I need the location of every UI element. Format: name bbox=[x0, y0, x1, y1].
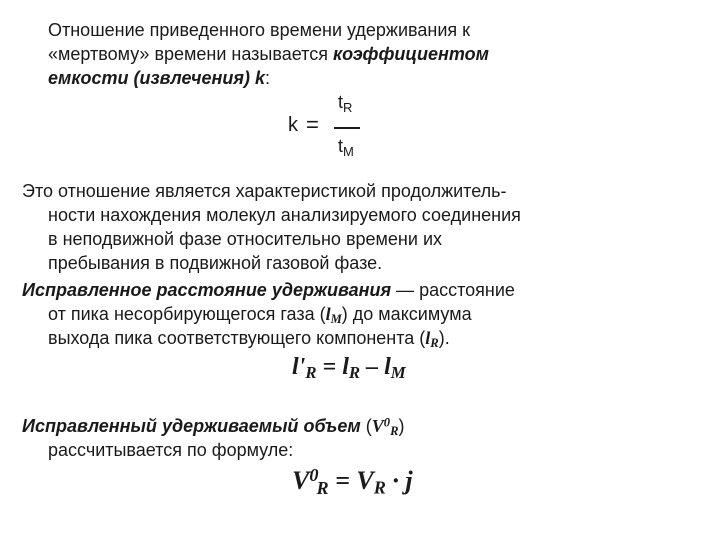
word: относительно bbox=[226, 229, 341, 249]
formula-k-numerator bbox=[338, 92, 352, 113]
symbol-v0r bbox=[365, 415, 405, 439]
word: времени bbox=[154, 44, 227, 64]
symbol-l: l bbox=[325, 304, 331, 324]
term-coefficient: коэффициентом bbox=[332, 44, 489, 64]
subscript-r: R bbox=[305, 363, 317, 383]
word: называется bbox=[231, 44, 328, 64]
paren: ) bbox=[398, 416, 405, 436]
symbol-j: j bbox=[405, 466, 413, 495]
equals: = bbox=[316, 354, 343, 380]
formula-capacity-factor bbox=[288, 92, 388, 172]
p3-line-2 bbox=[22, 302, 692, 326]
formula-k-lhs: k bbox=[288, 114, 298, 136]
symbol-t: t bbox=[338, 136, 344, 156]
formula-corrected-volume bbox=[292, 466, 413, 496]
p1-line-3 bbox=[48, 66, 690, 90]
symbol-v: V bbox=[371, 416, 384, 436]
definition-capacity-factor bbox=[48, 18, 690, 90]
text: от пика несорбирующегося газа ( bbox=[48, 304, 326, 324]
term-corrected: Исправленный bbox=[22, 416, 157, 436]
word: неподвижной bbox=[62, 229, 175, 249]
subscript-r: R bbox=[343, 100, 353, 115]
formula-corrected-distance bbox=[292, 354, 406, 381]
term-volume: объем bbox=[303, 416, 361, 436]
symbol-l: l bbox=[384, 354, 391, 380]
word: в bbox=[48, 229, 58, 249]
subscript-r: R bbox=[430, 336, 439, 351]
term-retained: удерживаемый bbox=[161, 416, 299, 436]
text: выхода пика соответствующего компонента ( bbox=[48, 328, 426, 348]
p1-line-2 bbox=[48, 42, 690, 66]
equals: = bbox=[328, 466, 357, 495]
term-corrected-distance: Исправленное расстояние удерживания bbox=[22, 280, 392, 300]
word: «мертвому» bbox=[48, 44, 150, 64]
p2-line-2: ности нахождения молекул анализируемого соединения bbox=[48, 205, 521, 225]
word: времени bbox=[345, 229, 418, 249]
formula-k-equals: = bbox=[306, 112, 319, 137]
p4-line-2: рассчитывается по формуле: bbox=[48, 440, 294, 460]
p3-line-3 bbox=[22, 326, 692, 350]
word: их bbox=[422, 229, 442, 249]
p3-line-1 bbox=[22, 278, 692, 302]
symbol-t: t bbox=[338, 92, 344, 112]
definition-corrected-volume bbox=[22, 414, 692, 462]
symbol-v: V bbox=[292, 466, 310, 495]
text: ) до максимума bbox=[341, 304, 472, 324]
punct: : bbox=[265, 68, 271, 88]
symbol-l-prime: l' bbox=[292, 354, 306, 380]
superscript-0: 0 bbox=[309, 464, 319, 485]
fraction-bar bbox=[334, 127, 360, 129]
subscript-r: R bbox=[316, 477, 329, 498]
subscript-m: M bbox=[390, 363, 406, 383]
symbol-l: l bbox=[425, 328, 431, 348]
paren: ( bbox=[365, 416, 372, 436]
p2-line-3 bbox=[22, 227, 692, 251]
p2-line-4: пребывания в подвижной газовой фазе. bbox=[48, 253, 383, 273]
text: ). bbox=[438, 328, 450, 348]
minus: – bbox=[360, 354, 385, 380]
subscript-r: R bbox=[373, 477, 386, 498]
dot-operator: · bbox=[385, 466, 406, 495]
subscript-m: M bbox=[330, 312, 342, 327]
p4-line-1 bbox=[22, 414, 692, 438]
symbol-l: l bbox=[342, 354, 349, 380]
explanation-paragraph bbox=[22, 179, 692, 275]
subscript-r: R bbox=[390, 424, 399, 439]
superscript-0: 0 bbox=[383, 415, 391, 430]
formula-k-denominator bbox=[338, 136, 354, 157]
subscript-m: M bbox=[343, 144, 354, 159]
subscript-r: R bbox=[348, 363, 361, 383]
term-capacity: емкости (извлечения) k bbox=[48, 68, 266, 88]
p2-line-1: Это отношение является характеристикой продолжитель- bbox=[22, 181, 507, 201]
p3-line-1-tail: — расстояние bbox=[391, 280, 515, 300]
symbol-v: V bbox=[356, 466, 374, 495]
word: фазе bbox=[179, 229, 222, 249]
definition-corrected-distance bbox=[22, 278, 692, 350]
p1-line-1: Отношение приведенного времени удерживания к bbox=[48, 20, 471, 40]
